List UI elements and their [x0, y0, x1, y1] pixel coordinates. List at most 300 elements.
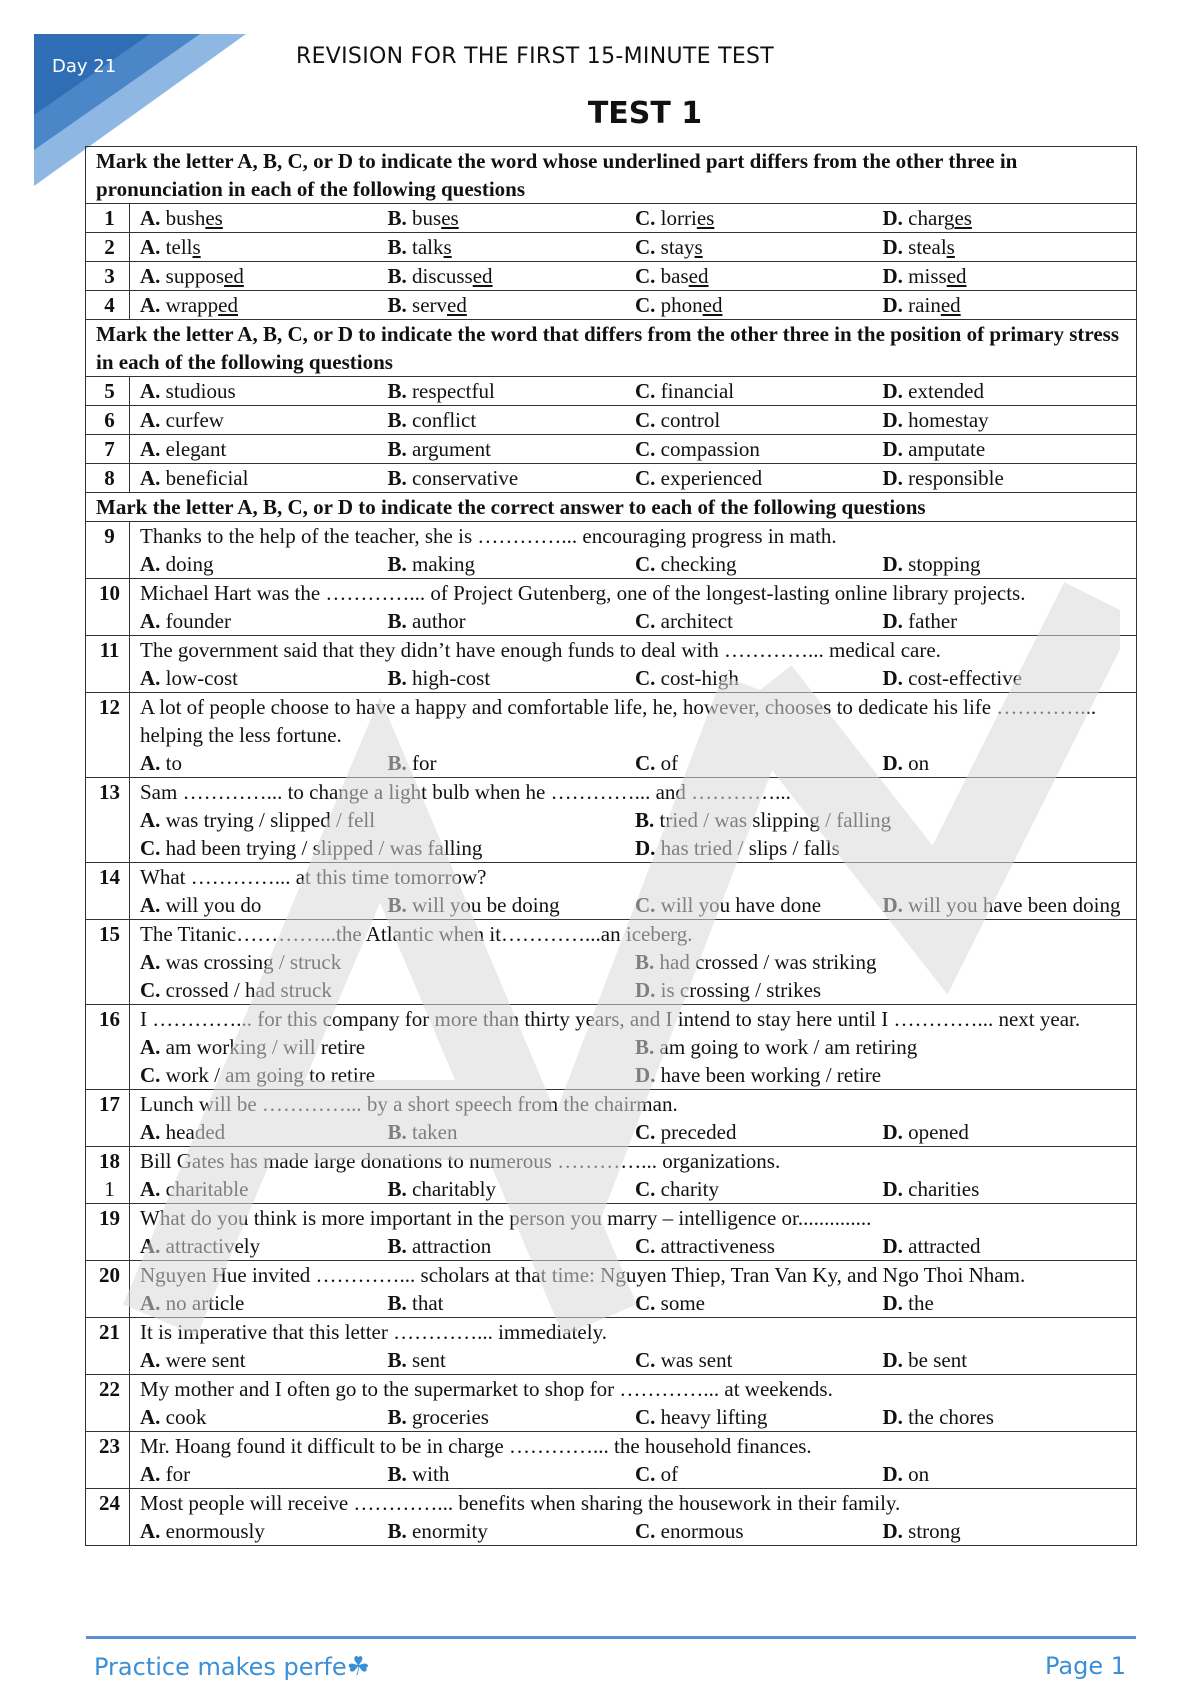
answer-option-a[interactable] — [140, 1232, 388, 1260]
question-content — [130, 1005, 1137, 1090]
answer-option-a[interactable] — [140, 406, 388, 434]
question-row — [86, 1261, 1137, 1318]
answer-option-a[interactable] — [140, 607, 388, 635]
answer-option-b[interactable] — [388, 464, 636, 492]
option-letter: A. — [140, 808, 161, 832]
option-text: enormously — [165, 1519, 265, 1543]
option-letter: C. — [635, 609, 656, 633]
option-letter: B. — [387, 1291, 407, 1315]
answer-option-d[interactable] — [883, 891, 1131, 919]
section-heading-row — [86, 320, 1137, 377]
option-text: conflict — [412, 408, 477, 432]
options-row — [140, 664, 1130, 692]
option-text: bushes — [165, 206, 223, 230]
option-text: am working / will retire — [165, 1035, 366, 1059]
option-letter: A. — [140, 206, 161, 230]
answer-option-c[interactable] — [635, 291, 883, 319]
question-number-text: 11 — [99, 638, 120, 662]
answer-option-a[interactable] — [140, 204, 388, 232]
answer-option-d[interactable] — [635, 1061, 1130, 1089]
question-content — [130, 778, 1137, 863]
option-text: discussed — [412, 264, 493, 288]
question-content — [130, 204, 1137, 233]
question-number — [86, 1204, 130, 1261]
option-text: founder — [165, 609, 231, 633]
question-content — [130, 863, 1137, 920]
question-stem: Sam …………... to change a light bulb when he …………... and …………... — [140, 780, 791, 804]
answer-option-d[interactable] — [883, 1346, 1131, 1374]
question-number-text: 23 — [99, 1434, 120, 1458]
option-letter: C. — [635, 1291, 656, 1315]
option-text: will you have been doing — [908, 893, 1121, 917]
option-letter: A. — [140, 893, 161, 917]
question-content — [130, 1432, 1137, 1489]
options-row — [140, 976, 1130, 1004]
options-row — [140, 464, 1130, 492]
answer-option-a[interactable] — [140, 262, 388, 290]
question-stem: The Titanic…………...the Atlantic when it…………...an iceberg. — [140, 922, 693, 946]
answer-option-c[interactable] — [635, 1460, 883, 1488]
option-letter: A. — [140, 408, 161, 432]
option-text: missed — [908, 264, 967, 288]
day-label: Day 21 — [52, 56, 117, 77]
option-letter: D. — [635, 836, 656, 860]
option-text: work / am going to retire — [165, 1063, 376, 1087]
option-text: be sent — [908, 1348, 968, 1372]
options-row — [140, 262, 1130, 290]
answer-option-c[interactable] — [140, 1061, 635, 1089]
option-letter: D. — [882, 437, 903, 461]
options-row — [140, 834, 1130, 862]
answer-option-d[interactable] — [883, 749, 1131, 777]
question-stem: Nguyen Hue invited …………... scholars at that time: Nguyen Thiep, Tran Van Ky, and Ngo Thoi Nham. — [140, 1263, 1026, 1287]
option-text: had been trying / slipped / was falling — [165, 836, 483, 860]
answer-option-c[interactable] — [635, 664, 883, 692]
answer-option-c[interactable] — [635, 1517, 883, 1545]
question-number — [86, 1489, 130, 1546]
option-text: was trying / slipped / fell — [165, 808, 376, 832]
answer-option-a[interactable] — [140, 233, 388, 261]
question-number-text: 20 — [99, 1263, 120, 1287]
answer-option-b[interactable] — [388, 749, 636, 777]
option-text: conservative — [412, 466, 519, 490]
question-row — [86, 1090, 1137, 1147]
question-number — [86, 1147, 130, 1204]
answer-option-c[interactable] — [635, 377, 883, 405]
question-row — [86, 262, 1137, 291]
option-letter: C. — [635, 1348, 656, 1372]
document-header: REVISION FOR THE FIRST 15-MINUTE TEST — [296, 44, 775, 69]
answer-option-c[interactable] — [635, 607, 883, 635]
answer-option-c[interactable] — [635, 233, 883, 261]
option-text: curfew — [165, 408, 224, 432]
option-text: rained — [908, 293, 961, 317]
answer-option-b[interactable] — [388, 1346, 636, 1374]
question-stem: Lunch will be …………... by a short speech from the chairman. — [140, 1092, 678, 1116]
option-text: enormous — [660, 1519, 744, 1543]
question-stem: A lot of people choose to have a happy and comfortable life, he, however, chooses to dedicate his life …………... helping the less fortune. — [140, 695, 1097, 747]
options-row — [140, 291, 1130, 319]
option-text: preceded — [660, 1120, 737, 1144]
answer-option-d[interactable] — [883, 1289, 1131, 1317]
options-row — [140, 377, 1130, 405]
option-text: lorries — [660, 206, 715, 230]
answer-option-c[interactable] — [635, 435, 883, 463]
option-letter: A. — [140, 1519, 161, 1543]
question-row — [86, 1432, 1137, 1489]
answer-option-b[interactable] — [388, 891, 636, 919]
question-content — [130, 1147, 1137, 1204]
option-letter: D. — [882, 408, 903, 432]
answer-option-c[interactable] — [635, 204, 883, 232]
answer-option-a[interactable] — [140, 1346, 388, 1374]
answer-option-c[interactable] — [635, 1346, 883, 1374]
options-row — [140, 1175, 1130, 1203]
answer-option-c[interactable] — [635, 1232, 883, 1260]
question-stem: Most people will receive …………... benefits when sharing the housework in their family. — [140, 1491, 901, 1515]
answer-option-d[interactable] — [883, 1460, 1131, 1488]
option-letter: B. — [387, 293, 407, 317]
question-content — [130, 291, 1137, 320]
option-letter: A. — [140, 1291, 161, 1315]
answer-option-a[interactable] — [140, 664, 388, 692]
answer-option-a[interactable] — [140, 377, 388, 405]
option-letter: D. — [882, 293, 903, 317]
question-number — [86, 1090, 130, 1147]
option-text: stopping — [908, 552, 981, 576]
question-row — [86, 863, 1137, 920]
option-letter: C. — [140, 1063, 161, 1087]
question-content — [130, 435, 1137, 464]
option-letter: C. — [635, 1462, 656, 1486]
option-letter: B. — [387, 206, 407, 230]
answer-option-c[interactable] — [635, 1289, 883, 1317]
answer-option-d[interactable] — [883, 291, 1131, 319]
section-heading: Mark the letter A, B, C, or D to indicate the word that differs from the other three in the position of primary stress in each of the following questions — [86, 320, 1137, 377]
answer-option-a[interactable] — [140, 435, 388, 463]
answer-option-a[interactable] — [140, 1289, 388, 1317]
question-number-text: 14 — [99, 865, 120, 889]
question-number-text: 16 — [99, 1007, 120, 1031]
section-heading-row — [86, 147, 1137, 204]
option-letter: B. — [387, 1519, 407, 1543]
option-letter: D. — [635, 978, 656, 1002]
option-letter: A. — [140, 235, 161, 259]
option-text: amputate — [908, 437, 986, 461]
option-letter: C. — [635, 437, 656, 461]
answer-option-a[interactable] — [140, 1460, 388, 1488]
option-text: on — [908, 751, 930, 775]
answer-option-d[interactable] — [883, 262, 1131, 290]
answer-option-b[interactable] — [388, 406, 636, 434]
answer-option-a[interactable] — [140, 1517, 388, 1545]
answer-option-b[interactable] — [388, 1118, 636, 1146]
answer-option-b[interactable] — [388, 435, 636, 463]
answer-option-d[interactable] — [883, 435, 1131, 463]
question-number — [86, 435, 130, 464]
option-text: on — [908, 1462, 930, 1486]
answer-option-d[interactable] — [883, 1118, 1131, 1146]
option-letter: D. — [882, 235, 903, 259]
answer-option-c[interactable] — [635, 1118, 883, 1146]
answer-option-b[interactable] — [388, 1175, 636, 1203]
answer-option-b[interactable] — [388, 377, 636, 405]
option-text: will you have done — [660, 893, 822, 917]
document-title: TEST 1 — [587, 96, 703, 131]
answer-option-d[interactable] — [635, 834, 1130, 862]
options-row — [140, 204, 1130, 232]
answer-option-a[interactable] — [140, 1403, 388, 1431]
question-number-text: 1 — [104, 206, 115, 230]
answer-option-b[interactable] — [635, 948, 1130, 976]
answer-option-a[interactable] — [140, 891, 388, 919]
answer-option-b[interactable] — [388, 1460, 636, 1488]
option-text: attractiveness — [660, 1234, 775, 1258]
question-content — [130, 406, 1137, 435]
answer-option-c[interactable] — [635, 262, 883, 290]
option-text: some — [660, 1291, 705, 1315]
option-letter: C. — [635, 293, 656, 317]
question-row — [86, 464, 1137, 493]
option-text: steals — [908, 235, 955, 259]
option-text: served — [412, 293, 467, 317]
option-letter: B. — [387, 437, 407, 461]
options-row — [140, 233, 1130, 261]
answer-option-d[interactable] — [883, 204, 1131, 232]
question-stem: It is imperative that this letter …………... immediately. — [140, 1320, 607, 1344]
question-stem: What do you think is more important in the person you marry – intelligence or.............. — [140, 1206, 872, 1230]
question-row — [86, 406, 1137, 435]
option-letter: A. — [140, 666, 161, 690]
answer-option-b[interactable] — [388, 291, 636, 319]
option-letter: C. — [635, 552, 656, 576]
option-letter: B. — [635, 950, 655, 974]
option-letter: C. — [635, 466, 656, 490]
question-row — [86, 1005, 1137, 1090]
option-text: cost-high — [660, 666, 739, 690]
question-row — [86, 291, 1137, 320]
answer-option-b[interactable] — [388, 204, 636, 232]
answer-option-b[interactable] — [635, 806, 1130, 834]
option-text: charity — [660, 1177, 719, 1201]
question-number-text: 9 — [104, 524, 115, 548]
options-row — [140, 1061, 1130, 1089]
option-letter: D. — [882, 1120, 903, 1144]
footer-motto-text: Practice makes perfe — [94, 1653, 347, 1681]
options-row — [140, 1346, 1130, 1374]
answer-option-d[interactable] — [883, 1517, 1131, 1545]
option-text: talks — [412, 235, 452, 259]
answer-option-c[interactable] — [635, 464, 883, 492]
answer-option-d[interactable] — [635, 976, 1130, 1004]
answer-option-c[interactable] — [635, 1403, 883, 1431]
footer-divider — [86, 1636, 1136, 1639]
option-letter: D. — [882, 264, 903, 288]
option-letter: D. — [882, 609, 903, 633]
option-letter: A. — [140, 293, 161, 317]
question-number — [86, 522, 130, 579]
option-letter: C. — [140, 978, 161, 1002]
question-stem: Bill Gates has made large donations to numerous …………... organizations. — [140, 1149, 781, 1173]
question-number — [86, 1318, 130, 1375]
option-letter: C. — [635, 1234, 656, 1258]
option-letter: B. — [387, 666, 407, 690]
answer-option-d[interactable] — [883, 1232, 1131, 1260]
question-content — [130, 1204, 1137, 1261]
answer-option-b[interactable] — [388, 607, 636, 635]
option-letter: C. — [635, 206, 656, 230]
option-letter: D. — [882, 1177, 903, 1201]
answer-option-a[interactable] — [140, 806, 635, 834]
question-number — [86, 464, 130, 493]
question-number — [86, 863, 130, 920]
option-letter: C. — [635, 1177, 656, 1201]
option-letter: D. — [882, 552, 903, 576]
answer-option-b[interactable] — [388, 1289, 636, 1317]
answer-option-c[interactable] — [635, 749, 883, 777]
footer-motto — [94, 1652, 370, 1682]
option-text: the — [908, 1291, 934, 1315]
answer-option-a[interactable] — [140, 464, 388, 492]
option-text: charitably — [412, 1177, 496, 1201]
answer-option-d[interactable] — [883, 464, 1131, 492]
question-row — [86, 522, 1137, 579]
option-letter: C. — [635, 666, 656, 690]
answer-option-b[interactable] — [388, 262, 636, 290]
answer-option-c[interactable] — [635, 891, 883, 919]
option-text: cook — [165, 1405, 207, 1429]
option-text: extended — [908, 379, 984, 403]
question-number-text: 12 — [99, 695, 120, 719]
option-text: attractively — [165, 1234, 261, 1258]
option-text: with — [412, 1462, 450, 1486]
answer-option-a[interactable] — [140, 1033, 635, 1061]
option-text: supposed — [165, 264, 244, 288]
answer-option-d[interactable] — [883, 377, 1131, 405]
answer-option-d[interactable] — [883, 550, 1131, 578]
answer-option-c[interactable] — [635, 550, 883, 578]
question-number — [86, 579, 130, 636]
answer-option-c[interactable] — [140, 834, 635, 862]
options-row — [140, 1232, 1130, 1260]
question-stem: I …………... for this company for more than thirty years, and I intend to stay here until I …………... next year. — [140, 1007, 1081, 1031]
option-letter: A. — [140, 609, 161, 633]
option-text: of — [660, 1462, 679, 1486]
option-text: will you do — [165, 893, 262, 917]
question-row — [86, 920, 1137, 1005]
option-text: based — [660, 264, 709, 288]
answer-option-b[interactable] — [635, 1033, 1130, 1061]
answer-option-c[interactable] — [635, 406, 883, 434]
options-row — [140, 607, 1130, 635]
answer-option-a[interactable] — [140, 948, 635, 976]
question-number-text: 13 — [99, 780, 120, 804]
question-row — [86, 1489, 1137, 1546]
option-letter: B. — [635, 1035, 655, 1059]
question-number — [86, 1261, 130, 1318]
answer-option-b[interactable] — [388, 664, 636, 692]
option-text: compassion — [660, 437, 760, 461]
answer-option-a[interactable] — [140, 550, 388, 578]
question-subnumber: 1 — [104, 1177, 115, 1201]
option-letter: A. — [140, 950, 161, 974]
options-row — [140, 891, 1130, 919]
question-row — [86, 1318, 1137, 1375]
question-number — [86, 406, 130, 435]
option-text: checking — [660, 552, 737, 576]
answer-option-b[interactable] — [388, 1403, 636, 1431]
answer-option-a[interactable] — [140, 291, 388, 319]
question-row — [86, 1147, 1137, 1204]
answer-option-d[interactable] — [883, 664, 1131, 692]
option-text: was crossing / struck — [165, 950, 342, 974]
question-content — [130, 1090, 1137, 1147]
question-number-text: 8 — [104, 466, 115, 490]
option-text: argument — [412, 437, 491, 461]
answer-option-d[interactable] — [883, 607, 1131, 635]
option-text: charitable — [165, 1177, 249, 1201]
question-number-text: 7 — [104, 437, 115, 461]
option-letter: B. — [387, 893, 407, 917]
question-content — [130, 1375, 1137, 1432]
option-letter: C. — [635, 235, 656, 259]
answer-option-d[interactable] — [883, 406, 1131, 434]
option-letter: D. — [882, 893, 903, 917]
options-row — [140, 550, 1130, 578]
answer-option-b[interactable] — [388, 550, 636, 578]
option-text: wrapped — [165, 293, 238, 317]
answer-option-b[interactable] — [388, 1232, 636, 1260]
page-number: Page 1 — [1045, 1652, 1126, 1680]
question-number — [86, 1375, 130, 1432]
question-content — [130, 1261, 1137, 1318]
question-content — [130, 464, 1137, 493]
option-letter: C. — [635, 751, 656, 775]
answer-option-b[interactable] — [388, 233, 636, 261]
option-text: phoned — [660, 293, 723, 317]
option-text: stays — [660, 235, 703, 259]
options-row — [140, 948, 1130, 976]
answer-option-d[interactable] — [883, 233, 1131, 261]
question-number — [86, 233, 130, 262]
answer-option-a[interactable] — [140, 1118, 388, 1146]
answer-option-c[interactable] — [635, 1175, 883, 1203]
option-text: tried / was slipping / falling — [659, 808, 892, 832]
answer-option-d[interactable] — [883, 1403, 1131, 1431]
option-letter: D. — [882, 1291, 903, 1315]
option-text: heavy lifting — [660, 1405, 768, 1429]
question-number-text: 5 — [104, 379, 115, 403]
answer-option-d[interactable] — [883, 1175, 1131, 1203]
question-stem: The government said that they didn’t have enough funds to deal with …………... medical care. — [140, 638, 941, 662]
answer-option-a[interactable] — [140, 1175, 388, 1203]
answer-option-c[interactable] — [140, 976, 635, 1004]
question-number-text: 17 — [99, 1092, 120, 1116]
option-letter: A. — [140, 1120, 161, 1144]
option-letter: C. — [635, 1120, 656, 1144]
question-number-text: 15 — [99, 922, 120, 946]
option-letter: C. — [140, 836, 161, 860]
question-content — [130, 636, 1137, 693]
option-letter: A. — [140, 264, 161, 288]
question-row — [86, 204, 1137, 233]
option-letter: D. — [882, 379, 903, 403]
option-text: architect — [660, 609, 733, 633]
answer-option-a[interactable] — [140, 749, 388, 777]
option-text: attraction — [412, 1234, 492, 1258]
option-letter: D. — [882, 1405, 903, 1429]
answer-option-b[interactable] — [388, 1517, 636, 1545]
